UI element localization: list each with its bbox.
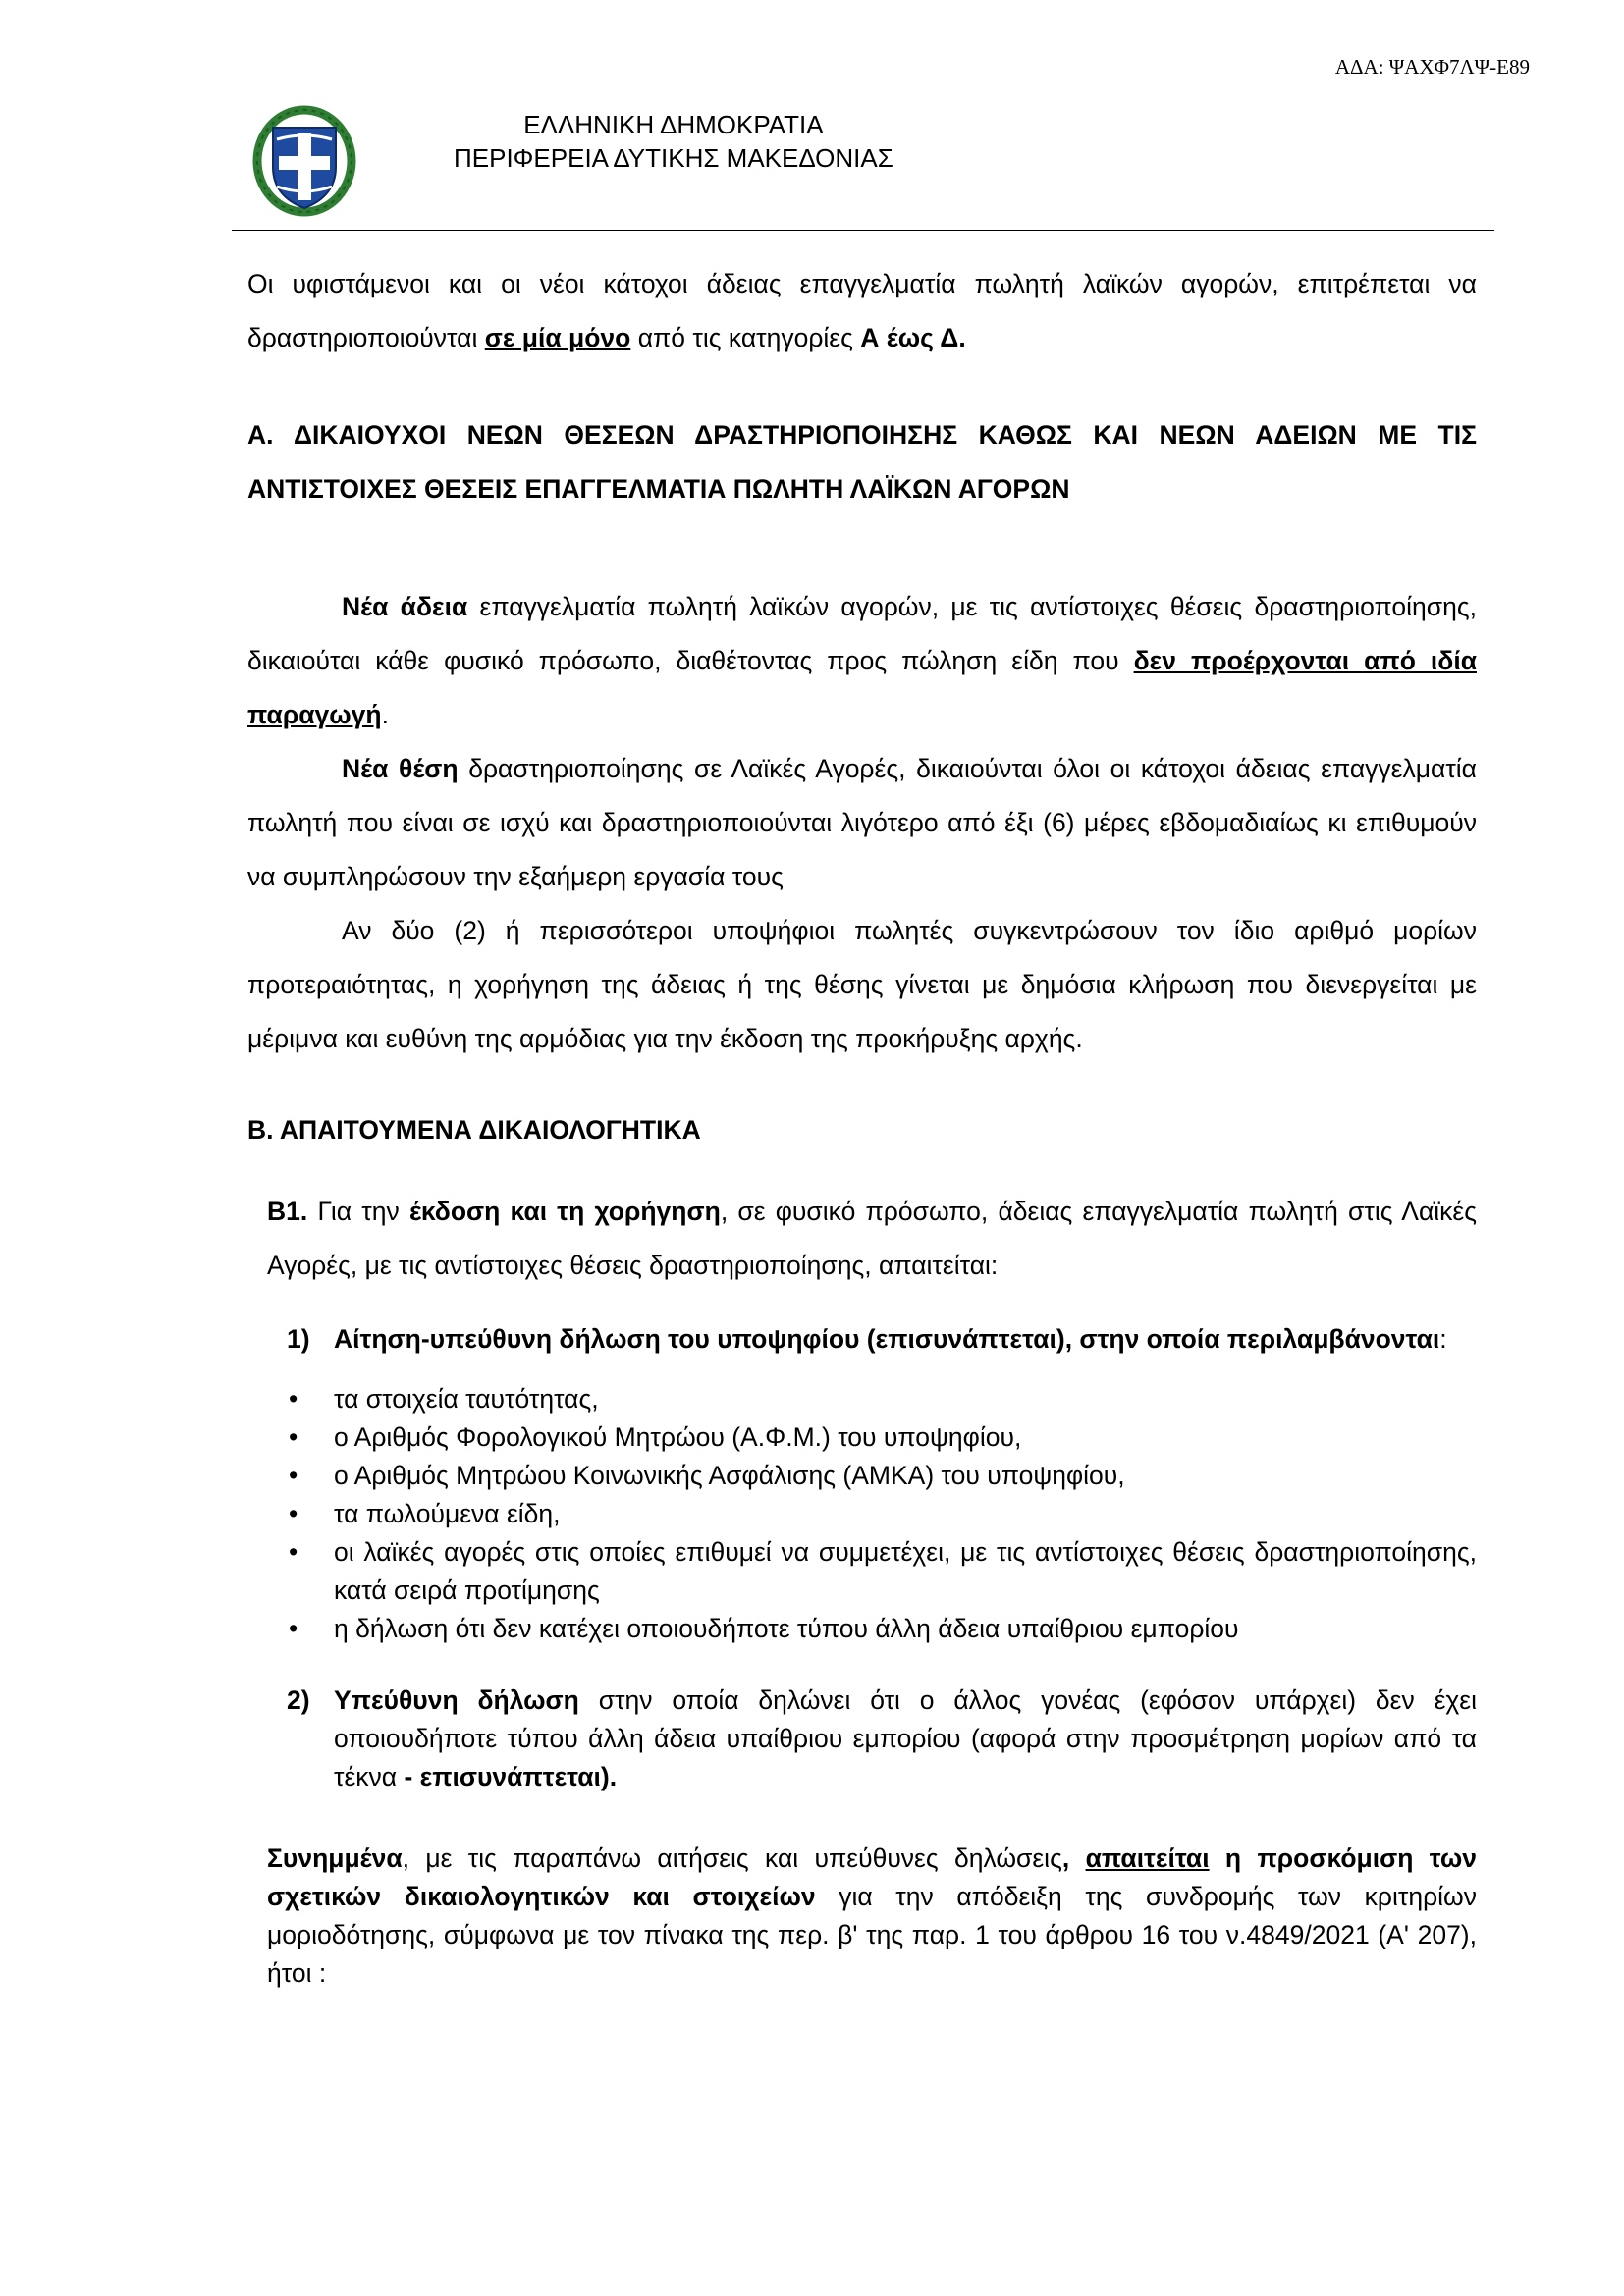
new-position-term: Νέα θέση — [342, 754, 459, 783]
attachments-required: απαιτείται — [1085, 1843, 1210, 1873]
list-item-text: η δήλωση ότι δεν κατέχει οποιουδήποτε τύπου άλλη άδεια υπαίθριου εμπορίου — [334, 1614, 1239, 1643]
requirement-item-1 — [267, 1320, 1477, 1359]
bullet-icon: • — [289, 1384, 298, 1414]
list-item — [267, 1418, 1477, 1457]
list-item — [267, 1533, 1477, 1610]
b1-text-1: Για την — [307, 1197, 409, 1226]
bullet-icon: • — [289, 1461, 298, 1490]
item-2-text: στην οποία δηλώνει ότι ο άλλος γονέας (εφόσον υπάρχει) δεν έχει οποιουδήποτε τύπου άλλη άδεια υπαίθριου εμπορίου (αφορά στην προσμέτρηση μορίων από τα τέκνα — [334, 1685, 1477, 1791]
intro-categories: Α έως Δ. — [860, 323, 966, 352]
header-region: ΠΕΡΙΦΕΡΕΙΑ ΔΥΤΙΚΗΣ ΜΑΚΕΔΟΝΙΑΣ — [454, 143, 893, 173]
list-item-text: τα πωλούμενα είδη, — [334, 1499, 561, 1528]
p1-text: επαγγελματία πωλητή λαϊκών αγορών, με τις αντίστοιχες θέσεις δραστηριοποίησης, δικαιούται κάθε φυσικό πρόσωπο, διαθέτοντας προς πώληση είδη που — [247, 592, 1477, 675]
bullet-icon: • — [289, 1614, 298, 1643]
bullet-icon: • — [289, 1499, 298, 1528]
intro-emphasis: σε μία μόνο — [484, 323, 631, 352]
list-item-text: τα στοιχεία ταυτότητας, — [334, 1384, 599, 1414]
intro-text-2: από τις κατηγορίες — [630, 323, 861, 352]
item-1-title: Αίτηση-υπεύθυνη δήλωση του υποψηφίου (επισυνάπτεται), στην οποία περιλαμβάνονται — [334, 1324, 1440, 1354]
item-2-title: Υπεύθυνη δήλωση — [334, 1685, 579, 1715]
greek-republic-emblem-icon — [249, 102, 359, 220]
list-item — [267, 1380, 1477, 1418]
bullet-icon: • — [289, 1422, 298, 1452]
section-b-title: Β. ΑΠΑΙΤΟΥΜΕΝΑ ΔΙΚΑΙΟΛΟΓΗΤΙΚΑ — [247, 1115, 701, 1145]
b1-emphasis: έκδοση και τη χορήγηση — [408, 1197, 721, 1226]
list-item — [267, 1610, 1477, 1648]
item-number: 2) — [287, 1685, 310, 1715]
item-2-attached: - επισυνάπτεται). — [404, 1762, 618, 1791]
intro-text: Οι υφιστάμενοι και οι νέοι κάτοχοι άδειας επαγγελματία πωλητή λαϊκών αγορών, επιτρέπεται να δραστηριοποιούνται — [247, 269, 1477, 352]
intro-paragraph — [247, 257, 1477, 365]
list-item-text: οι λαϊκές αγορές στις οποίες επιθυμεί να συμμετέχει, με τις αντίστοιχες θέσεις δραστηριοποίησης, κατά σειρά προτίμησης — [334, 1537, 1477, 1605]
b1-paragraph — [267, 1185, 1477, 1293]
attachments-text-1: , με τις παραπάνω αιτήσεις και υπεύθυνες δηλώσεις — [402, 1843, 1062, 1873]
identity-requirements-list — [267, 1380, 1477, 1648]
section-a-paragraph-1 — [247, 580, 1477, 742]
attachments-text-2: για την απόδειξη της συνδρομής των κριτηρίων μοριοδότησης, σύμφωνα με τον πίνακα της περ. β' της παρ. 1 του άρθρου 16 του ν.4849/2021 (Α' 207), ήτοι : — [267, 1882, 1477, 1988]
document-body — [247, 257, 1477, 1993]
attachments-comma: , — [1061, 1843, 1086, 1873]
header-divider — [232, 230, 1494, 231]
attachments-paragraph — [267, 1840, 1477, 1993]
attachments-term: Συνημμένα — [267, 1843, 403, 1873]
ada-code: ΑΔΑ: ΨΑΧΦ7ΛΨ-Ε89 — [1334, 55, 1530, 79]
b1-text-2: , σε φυσικό πρόσωπο, άδειας επαγγελματία πωλητή στις Λαϊκές Αγορές, με τις αντίστοιχες θέσεις δραστηριοποίησης, απαιτείται: — [267, 1197, 1477, 1280]
section-a-paragraph-3: Αν δύο (2) ή περισσότεροι υποψήφιοι πωλητές συγκεντρώσουν τον ίδιο αριθμό μορίων προτεραιότητας, η χορήγηση της άδειας ή της θέσης γίνεται με δημόσια κλήρωση που διενεργείται με μέριμνα και ευθύνη της αρμόδιας για την έκδοση της προκήρυξης αρχής. — [247, 916, 1477, 1053]
list-item-text: ο Αριθμός Φορολογικού Μητρώου (Α.Φ.Μ.) του υποψηφίου, — [334, 1422, 1022, 1452]
item-number: 1) — [287, 1324, 310, 1354]
issuer-header — [454, 108, 893, 175]
p1-end: . — [381, 700, 389, 729]
section-b-content — [247, 1185, 1477, 1993]
list-item-text: ο Αριθμός Μητρώου Κοινωνικής Ασφάλισης (ΑΜΚΑ) του υποψηφίου, — [334, 1461, 1125, 1490]
bullet-icon: • — [289, 1537, 298, 1567]
requirement-item-2 — [267, 1682, 1477, 1796]
list-item — [267, 1457, 1477, 1495]
list-item — [267, 1495, 1477, 1533]
section-a-title: Α. ΔΙΚΑΙΟΥΧΟΙ ΝΕΩΝ ΘΕΣΕΩΝ ΔΡΑΣΤΗΡΙΟΠΟΙΗΣΗΣ ΚΑΘΩΣ ΚΑΙ ΝΕΩΝ ΑΔΕΙΩΝ ΜΕ ΤΙΣ ΑΝΤΙΣΤΟΙΧΕΣ ΘΕΣΕΙΣ ΕΠΑΓΓΕΛΜΑΤΙΑ ΠΩΛΗΤΗ ΛΑΪΚΩΝ ΑΓΟΡΩΝ — [247, 420, 1477, 504]
attachments-emphasis: η προσκόμιση των σχετικών δικαιολογητικών και στοιχείων — [267, 1843, 1477, 1911]
p1-emphasis: δεν προέρχονται από ιδία παραγωγή — [247, 646, 1477, 729]
p2-text: δραστηριοποίησης σε Λαϊκές Αγορές, δικαιούνται όλοι οι κάτοχοι άδειας επαγγελματία πωλητή που είναι σε ισχύ και δραστηριοποιούνται λιγότερο από έξι (6) μέρες εβδομαδιαίως κι επιθυμούν να συμπληρώσουν την εξαήμερη εργασία τους — [247, 754, 1477, 891]
item-1-colon: : — [1439, 1324, 1447, 1354]
section-a-paragraph-2 — [247, 742, 1477, 904]
new-license-term: Νέα άδεια — [342, 592, 468, 621]
b1-label: Β1. — [267, 1197, 308, 1226]
header-country: ΕΛΛΗΝΙΚΗ ΔΗΜΟΚΡΑΤΙΑ — [523, 110, 824, 139]
